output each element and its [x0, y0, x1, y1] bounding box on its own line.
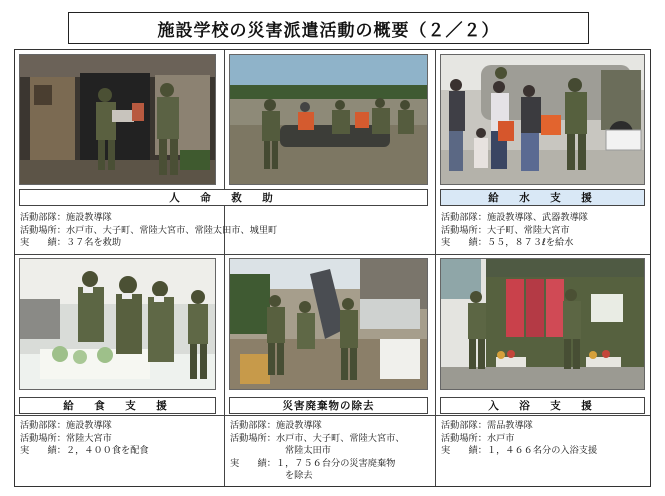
info-row	[441, 225, 588, 238]
debris-removal-photo	[229, 258, 428, 390]
bathing-support-photo-image	[441, 259, 645, 390]
info-value: ２，４００食を配食	[65, 445, 149, 456]
info-key: 活動場所：	[441, 224, 487, 236]
info-value: 施設教導隊	[65, 212, 112, 223]
info-value: ３７名を救助	[65, 237, 122, 248]
info-row	[441, 237, 588, 250]
info-key: 実 績：	[20, 445, 66, 456]
info-value: 水戸市	[486, 432, 515, 444]
info-value: １，７５６台分の災害廃棄物	[275, 457, 396, 469]
info-value: ５５，８７３ℓを給水	[486, 237, 574, 248]
food-supply-label: 給 食 支 援	[19, 397, 216, 414]
info-row	[20, 212, 277, 225]
info-key: 活動部隊：	[441, 420, 487, 431]
info-key: 活動場所：	[20, 224, 66, 236]
info-key: 実 績：	[20, 237, 66, 248]
info-row	[441, 212, 588, 225]
bathing-support-photo	[440, 258, 645, 390]
rescue-boat-photo	[229, 54, 428, 185]
food-supply-photo	[19, 258, 216, 390]
info-value: 施設教導隊	[65, 420, 112, 431]
info-key: 活動場所：	[230, 432, 276, 444]
info-value: １，４６６名分の入浴支援	[486, 445, 598, 456]
row-divider	[15, 415, 650, 416]
rescue-info	[20, 212, 277, 250]
water-supply-photo-image	[441, 55, 645, 185]
info-key: 活動部隊：	[441, 212, 487, 223]
page-title: 施設学校の災害派遣活動の概要（２／２）	[68, 12, 589, 44]
info-value: 施設教導隊	[275, 420, 322, 431]
info-row	[230, 420, 405, 433]
info-value: 水戸市、大子町、常陸大宮市、	[275, 432, 405, 444]
rescue-boat-photo-image	[230, 55, 428, 185]
info-value: を除去	[285, 470, 313, 481]
info-key: 実 績：	[441, 445, 487, 456]
column-divider	[224, 50, 225, 486]
info-key: 活動場所：	[441, 432, 487, 444]
info-key: 活動場所：	[20, 432, 66, 444]
info-row	[230, 470, 405, 483]
info-value: 水戸市、大子町、常陸大宮市、常陸太田市、城里町	[65, 224, 278, 236]
rescue-label: 人 命 救 助	[19, 189, 428, 206]
info-row	[441, 445, 597, 458]
info-row	[20, 237, 277, 250]
info-value: 施設教導隊、武器教導隊	[486, 212, 588, 223]
water-supply-info	[441, 212, 588, 250]
info-row	[20, 433, 149, 446]
bathing-support-info	[441, 420, 597, 458]
rescue-photo-image	[20, 55, 216, 185]
info-row	[20, 445, 149, 458]
info-key: 活動部隊：	[20, 212, 66, 223]
info-key: 実 績：	[230, 457, 276, 469]
info-key: 活動部隊：	[20, 420, 66, 431]
info-row	[230, 433, 405, 446]
food-supply-photo-image	[20, 259, 216, 390]
column-divider	[435, 50, 436, 486]
info-row	[441, 420, 597, 433]
info-value: 常陸太田市	[285, 445, 331, 456]
row-divider	[15, 254, 650, 255]
info-key: 実 績：	[441, 237, 487, 248]
info-value: 需品教導隊	[486, 420, 533, 431]
info-row	[230, 445, 405, 458]
water-supply-label: 給 水 支 援	[440, 189, 645, 206]
food-supply-info	[20, 420, 149, 458]
water-supply-photo	[440, 54, 645, 185]
info-row	[20, 225, 277, 238]
debris-removal-photo-image	[230, 259, 428, 390]
debris-removal-label: 災害廃棄物の除去	[229, 397, 428, 414]
info-row	[20, 420, 149, 433]
info-value: 大子町、常陸大宮市	[486, 224, 570, 236]
info-row	[441, 433, 597, 446]
info-value: 常陸大宮市	[65, 432, 112, 444]
rescue-photo	[19, 54, 216, 185]
info-key: 活動部隊：	[230, 420, 276, 431]
info-row	[230, 458, 405, 471]
debris-removal-info	[230, 420, 405, 483]
bathing-support-label: 入 浴 支 援	[440, 397, 645, 414]
